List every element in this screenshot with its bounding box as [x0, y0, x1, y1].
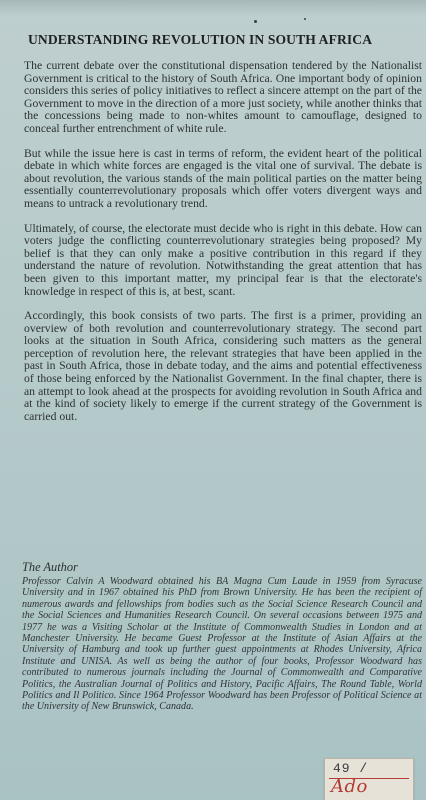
- blurb-paragraph: Accordingly, this book consists of two parts. The first is a primer, providing an overview of both revolution and counterrevolutionary strategy. The second part looks at the situation in South Africa, considering such matters as the general perception of revolution here, the relevant strategies that have been applied in the past in South Africa, those in debate today, and the aims and potential effectiveness of those being enforced by the Nationalist Government. In the final chapter, there is an attempt to look ahead at the prospects for avoiding revolution in South Africa and at the kind of society likely to emerge if the current strategy of the Government is carried out.: [24, 309, 422, 423]
- blurb: [24, 60, 422, 435]
- sticker-number: 49 /: [333, 761, 369, 776]
- blurb-paragraph: The current debate over the constitutional dispensation tendered by the Nationalist Government is critical to the history of South Africa. One important body of opinion considers this series of policy initiatives to reflect a sincere attempt on the part of the Government to move in the direction of a more just society, while another thinks that the concessions being made to non-whites amount to camouflage, designed to conceal further entrenchment of white rule.: [24, 59, 422, 135]
- ink-speck: [254, 20, 257, 23]
- top-edge-shadow: [0, 0, 426, 16]
- book-title: UNDERSTANDING REVOLUTION IN SOUTH AFRICA: [28, 32, 373, 47]
- ink-speck: [304, 18, 306, 20]
- author-heading: The Author: [22, 560, 78, 574]
- price-sticker: [324, 758, 414, 800]
- blurb-paragraph: Ultimately, of course, the electorate must decide who is right in this debate. How can voters judge the conflicting counterrevolutionary strategies being proposed? My belief is that they can only make a positive contribution in this regard if they understand the nature of revolution. Notwithstanding the great attention that has been given to this important matter, my principal fear is that the electorate's knowledge in respect of this is, at best, scant.: [24, 221, 422, 298]
- author-bio: Professor Calvin A Woodward obtained his BA Magna Cum Laude in 1959 from Syracuse University and in 1967 obtained his PhD from Brown University. He has been the recipient of numerous awards and fellowships from bodies such as the Social Science Research Council and the Social Sciences and Humanities Research Council. On several occasions between 1975 and 1977 he was a Visiting Scholar at the Institute of Commonwealth Studies in London and at Manchester University. He became Guest Professor at the Institute of Asian Affairs at the University of Hamburg and took up further guest appointments at Rhodes University, Africa Institute and UNISA. As well as being the author of four books, Professor Woodward has contributed to numerous journals including the Journal of Commonwealth and Comparative Politics, the Australian Journal of Politics and History, Pacific Affairs, The Round Table, World Politics and Il Politico. Since 1964 Professor Woodward has been Professor of Political Science at the University of New Brunswick, Canada.: [22, 576, 422, 713]
- sticker-handwriting: Ado: [331, 776, 368, 797]
- blurb-paragraph: But while the issue here is cast in terms of reform, the evident heart of the political debate in which white forces are engaged is the vital one of survival. The debate is about revolution, the various stands of the main political parties on the matter being essentially counterrevolutionary proposals which offer voters divergent ways and means to untrack a revolutionary trend.: [24, 146, 422, 210]
